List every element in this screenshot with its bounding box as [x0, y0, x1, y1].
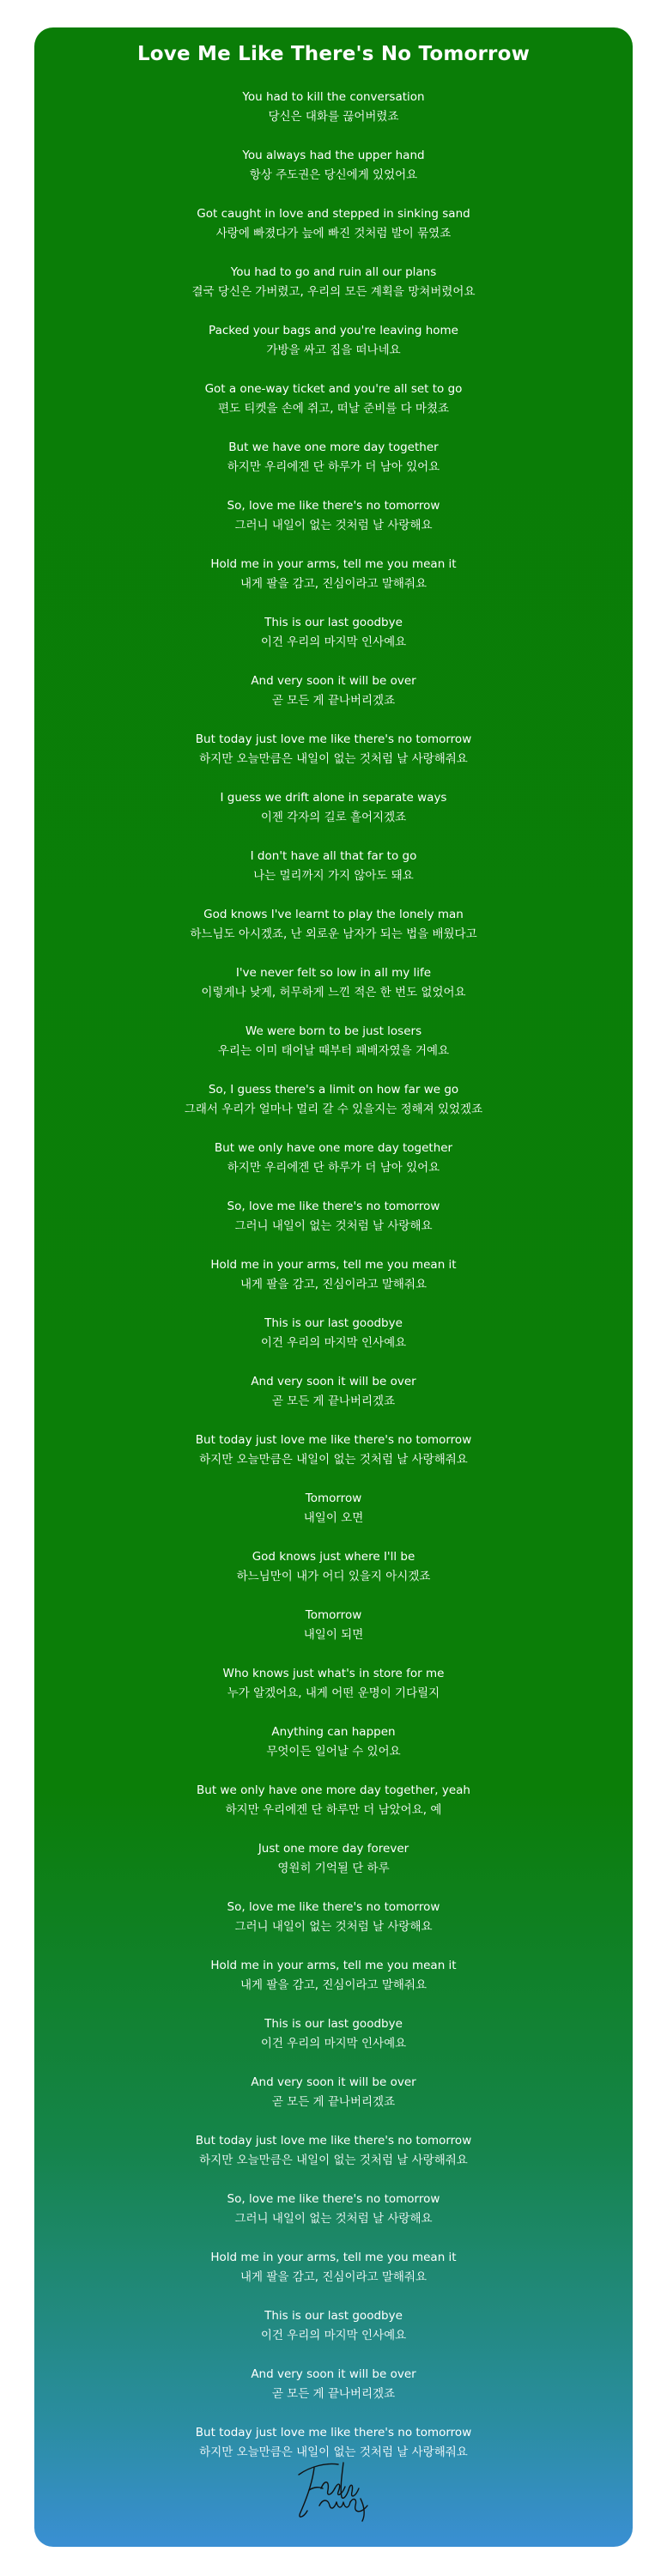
lyric-line-korean: 하지만 우리에겐 단 하루가 더 남아 있어요: [227, 460, 440, 474]
lyric-line-english: This is our last goodbye: [264, 2017, 403, 2031]
lyric-stanza: [34, 613, 633, 671]
lyric-line-korean: 그래서 우리가 얼마나 멀리 갈 수 있을지는 정해져 있었겠죠: [184, 1103, 483, 1116]
lyric-line-english: This is our last goodbye: [264, 2309, 403, 2323]
lyric-line-korean: 그러니 내일이 없는 것처럼 날 사랑해요: [234, 2212, 433, 2226]
lyric-line-korean: 편도 티켓을 손에 쥐고, 떠날 준비를 다 마쳤죠: [217, 402, 450, 416]
lyric-line-english: Hold me in your arms, tell me you mean it: [210, 1258, 457, 1272]
lyric-line-korean: 이렇게나 낮게, 허무하게 느낀 적은 한 번도 없었어요: [201, 986, 466, 999]
lyric-stanza: [34, 1664, 633, 1722]
lyric-line-english: God knows I've learnt to play the lonely man: [203, 908, 464, 921]
lyric-stanza: [34, 1489, 633, 1547]
lyrics-list: [34, 88, 633, 2482]
lyric-line-korean: 곧 모든 게 끝나버리겠죠: [271, 2387, 396, 2401]
lyric-stanza: [34, 1431, 633, 1489]
lyric-line-english: I guess we drift alone in separate ways: [220, 791, 447, 805]
lyric-line-english: And very soon it will be over: [251, 1375, 416, 1388]
lyric-stanza: [34, 146, 633, 204]
lyric-stanza: [34, 847, 633, 905]
lyric-stanza: [34, 88, 633, 146]
lyric-line-korean: 항상 주도권은 당신에게 있었어요: [249, 168, 418, 182]
lyric-stanza: [34, 2248, 633, 2306]
lyric-line-english: You had to go and ruin all our plans: [230, 265, 437, 279]
lyric-line-english: But we only have one more day together: [214, 1141, 453, 1155]
lyric-line-english: I've never felt so low in all my life: [235, 966, 432, 980]
lyric-stanza: [34, 788, 633, 847]
lyric-line-korean: 결국 당신은 가버렸고, 우리의 모든 계획을 망쳐버렸어요: [191, 285, 476, 299]
lyric-line-korean: 곧 모든 게 끝나버리겠죠: [271, 694, 396, 708]
lyric-line-korean: 내게 팔을 감고, 진심이라고 말해줘요: [240, 2270, 427, 2284]
lyric-stanza: [34, 2014, 633, 2073]
lyric-line-english: Anything can happen: [271, 1725, 396, 1739]
lyric-stanza: [34, 2365, 633, 2423]
lyric-stanza: [34, 1372, 633, 1431]
lyric-line-korean: 곧 모든 게 끝나버리겠죠: [271, 1394, 396, 1408]
lyric-stanza: [34, 204, 633, 263]
lyric-line-korean: 그러니 내일이 없는 것처럼 날 사랑해요: [234, 1219, 433, 1233]
lyric-line-english: Packed your bags and you're leaving home: [209, 324, 458, 337]
lyric-line-english: So, I guess there's a limit on how far we go: [208, 1083, 459, 1097]
lyric-line-korean: 곧 모든 게 끝나버리겠죠: [271, 2095, 396, 2109]
lyric-line-korean: 하지만 오늘만큼은 내일이 없는 것처럼 날 사랑해줘요: [199, 752, 468, 766]
lyric-line-english: So, love me like there's no tomorrow: [227, 499, 440, 513]
lyric-stanza: [34, 1606, 633, 1664]
lyric-line-english: But today just love me like there's no tomorrow: [195, 1433, 472, 1447]
lyric-line-korean: 하지만 우리에겐 단 하루만 더 남았어요, 예: [225, 1803, 442, 1817]
lyric-line-english: This is our last goodbye: [264, 1316, 403, 1330]
lyric-line-english: Just one more day forever: [258, 1842, 409, 1856]
lyric-line-english: We were born to be just losers: [245, 1024, 422, 1038]
lyric-line-korean: 영원히 기억될 단 하루: [277, 1862, 390, 1875]
lyric-line-english: Who knows just what's in store for me: [222, 1667, 445, 1680]
lyric-line-korean: 내게 팔을 감고, 진심이라고 말해줘요: [240, 1978, 427, 1992]
lyric-line-english: And very soon it will be over: [251, 2367, 416, 2381]
lyric-stanza: [34, 1080, 633, 1139]
lyric-line-korean: 하느님만이 내가 어디 있을지 아시겠죠: [236, 1570, 431, 1583]
lyric-line-english: Got caught in love and stepped in sinking sand: [197, 207, 470, 221]
lyric-line-english: So, love me like there's no tomorrow: [227, 1900, 440, 1914]
lyric-stanza: [34, 496, 633, 555]
lyric-line-korean: 그러니 내일이 없는 것처럼 날 사랑해요: [234, 519, 433, 532]
lyric-line-korean: 그러니 내일이 없는 것처럼 날 사랑해요: [234, 1920, 433, 1934]
lyric-stanza: [34, 1781, 633, 1839]
lyric-line-english: So, love me like there's no tomorrow: [227, 2192, 440, 2206]
lyric-line-english: So, love me like there's no tomorrow: [227, 1200, 440, 1213]
lyric-stanza: [34, 321, 633, 380]
signature-icon: [287, 2445, 381, 2523]
lyric-stanza: [34, 1956, 633, 2014]
lyric-stanza: [34, 1255, 633, 1314]
lyric-line-korean: 내게 팔을 감고, 진심이라고 말해줘요: [240, 577, 427, 591]
lyric-stanza: [34, 1547, 633, 1606]
lyric-stanza: [34, 1314, 633, 1372]
lyrics-card: [34, 27, 633, 2547]
lyric-line-korean: 당신은 대화를 끊어버렸죠: [268, 110, 399, 124]
lyric-line-korean: 우리는 이미 태어날 때부터 패배자였을 거예요: [217, 1044, 450, 1058]
lyric-line-korean: 내일이 되면: [303, 1628, 364, 1642]
lyric-line-english: Got a one-way ticket and you're all set to go: [204, 382, 463, 396]
lyric-line-korean: 나는 멀리까지 가지 않아도 돼요: [253, 869, 414, 883]
lyric-stanza: [34, 1898, 633, 1956]
lyric-line-english: But today just love me like there's no tomorrow: [195, 2426, 472, 2439]
lyric-stanza: [34, 730, 633, 788]
lyric-line-english: But today just love me like there's no tomorrow: [195, 732, 472, 746]
lyric-stanza: [34, 555, 633, 613]
lyric-line-korean: 이건 우리의 마지막 인사예요: [260, 2037, 407, 2050]
lyric-line-korean: 하지만 우리에겐 단 하루가 더 남아 있어요: [227, 1161, 440, 1175]
lyric-line-korean: 하지만 오늘만큼은 내일이 없는 것처럼 날 사랑해줘요: [199, 2445, 468, 2459]
lyric-line-english: And very soon it will be over: [251, 2075, 416, 2089]
lyric-line-korean: 하느님도 아시겠죠, 난 외로운 남자가 되는 법을 배웠다고: [190, 927, 477, 941]
lyric-line-english: And very soon it will be over: [251, 674, 416, 688]
lyric-line-english: You always had the upper hand: [242, 149, 425, 162]
lyric-stanza: [34, 1197, 633, 1255]
lyric-line-english: I don't have all that far to go: [250, 849, 417, 863]
lyric-stanza: [34, 2131, 633, 2190]
lyric-line-korean: 하지만 오늘만큼은 내일이 없는 것처럼 날 사랑해줘요: [199, 2154, 468, 2167]
lyric-stanza: [34, 438, 633, 496]
lyric-line-english: Tomorrow: [305, 1608, 362, 1622]
lyric-line-english: This is our last goodbye: [264, 616, 403, 629]
lyric-line-english: You had to kill the conversation: [242, 90, 425, 104]
lyric-line-english: But we have one more day together: [228, 440, 439, 454]
lyric-line-korean: 이건 우리의 마지막 인사예요: [260, 2329, 407, 2342]
lyric-line-korean: 이건 우리의 마지막 인사예요: [260, 635, 407, 649]
lyric-stanza: [34, 2306, 633, 2365]
lyric-line-korean: 하지만 오늘만큼은 내일이 없는 것처럼 날 사랑해줘요: [199, 1453, 468, 1467]
lyric-line-english: Hold me in your arms, tell me you mean it: [210, 1959, 457, 1972]
lyric-line-english: But we only have one more day together, yeah: [197, 1783, 470, 1797]
lyric-line-korean: 이건 우리의 마지막 인사예요: [260, 1336, 407, 1350]
lyric-line-korean: 사랑에 빠졌다가 늪에 빠진 것처럼 발이 묶였죠: [215, 227, 452, 240]
lyric-stanza: [34, 1139, 633, 1197]
lyric-line-korean: 내게 팔을 감고, 진심이라고 말해줘요: [240, 1278, 427, 1291]
lyric-stanza: [34, 380, 633, 438]
lyric-stanza: [34, 905, 633, 963]
lyric-stanza: [34, 263, 633, 321]
lyric-stanza: [34, 963, 633, 1022]
lyric-line-english: Hold me in your arms, tell me you mean it: [210, 2251, 457, 2264]
song-title: Love Me Like There's No Tomorrow: [136, 43, 531, 65]
lyric-line-korean: 무엇이든 일어날 수 있어요: [266, 1745, 401, 1759]
lyric-line-english: God knows just where I'll be: [252, 1550, 415, 1564]
lyric-stanza: [34, 1839, 633, 1898]
lyric-line-english: Hold me in your arms, tell me you mean it: [210, 557, 457, 571]
lyric-line-korean: 내일이 오면: [303, 1511, 364, 1525]
lyric-stanza: [34, 1722, 633, 1781]
lyric-stanza: [34, 2073, 633, 2131]
lyric-line-english: Tomorrow: [305, 1492, 362, 1505]
lyric-stanza: [34, 1022, 633, 1080]
lyric-line-english: But today just love me like there's no tomorrow: [195, 2134, 472, 2148]
lyric-line-korean: 이젠 각자의 길로 흩어지겠죠: [260, 811, 407, 824]
lyric-stanza: [34, 2190, 633, 2248]
lyric-line-korean: 누가 알겠어요, 내게 어떤 운명이 기다릴지: [227, 1686, 440, 1700]
lyric-stanza: [34, 671, 633, 730]
lyric-line-korean: 가방을 싸고 집을 떠나네요: [266, 343, 401, 357]
